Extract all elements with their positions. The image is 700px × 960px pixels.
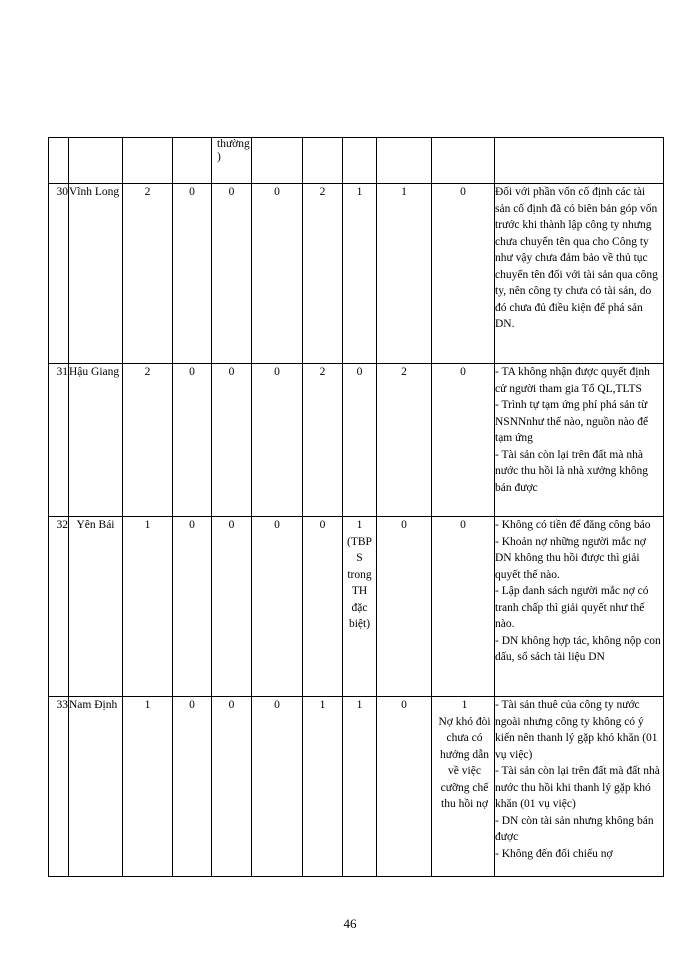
table-cell	[303, 138, 343, 184]
note-line: - Trình tự tạm ứng phí phá sản từ NSNNnhư thế nào, nguồn nào để tạm ứng	[495, 399, 649, 444]
value-cell	[343, 184, 377, 364]
value-cell: 1	[123, 697, 173, 877]
notes-cell	[495, 184, 664, 364]
row-number: 30	[49, 184, 69, 364]
value-cell: 0	[173, 184, 212, 364]
value-cell: 0	[212, 517, 252, 697]
table-cell	[432, 138, 495, 184]
value-cell: 2	[303, 364, 343, 517]
value-number: 1	[356, 186, 363, 198]
note-line: - Không có tiền để đăng công báo	[495, 519, 651, 531]
value-cell	[343, 517, 377, 697]
note-line: - Tài sản còn lại trên đất mà đất nhà nước thu hồi khi thanh lý gặp khó khăn (01 vụ việc)	[495, 765, 660, 810]
value-number: 0	[356, 366, 363, 378]
value-cell: 0	[173, 697, 212, 877]
value-cell: 0	[377, 517, 432, 697]
table-row	[49, 184, 664, 364]
province-name: Vĩnh Long	[69, 184, 123, 364]
value-cell: 0	[173, 364, 212, 517]
value-number: 0	[460, 366, 466, 378]
value-number: 1	[356, 519, 363, 531]
value-cell	[432, 364, 495, 517]
value-cell	[432, 697, 495, 877]
note-line: - Tài sản thuê của công ty nước ngoài nhưng công ty không có ý kiến nên thanh lý gặp khó khăn (01 vụ việc)	[495, 699, 658, 761]
value-cell: 2	[123, 184, 173, 364]
value-cell: 0	[252, 517, 303, 697]
table-header-row	[49, 138, 664, 184]
value-number: 0	[460, 186, 466, 198]
note-line: - DN không hợp tác, không nộp con dấu, sổ sách tài liệu DN	[495, 634, 661, 663]
notes-cell	[495, 364, 664, 517]
row-number: 32	[49, 517, 69, 697]
province-name: Hậu Giang	[69, 364, 123, 517]
note-line: - Lập danh sách người mắc nợ có tranh chấp thì giải quyết như thế nào.	[495, 585, 649, 630]
province-name: Yên Bái	[69, 517, 123, 697]
province-name: Nam Định	[69, 697, 123, 877]
table-cell	[343, 138, 377, 184]
table-cell	[123, 138, 173, 184]
value-cell: 0	[212, 364, 252, 517]
table-cell	[252, 138, 303, 184]
note-line: - DN còn tài sản nhưng không bán được	[495, 814, 654, 843]
value-cell: 0	[252, 184, 303, 364]
value-cell: 0	[252, 697, 303, 877]
value-cell: 0	[377, 697, 432, 877]
note-line: - Khoản nợ những người mắc nợ DN không thu hồi được thì giải quyết thế nào.	[495, 535, 646, 581]
table-row	[49, 364, 664, 517]
value-cell	[432, 517, 495, 697]
value-cell	[343, 364, 377, 517]
value-cell: 2	[123, 364, 173, 517]
row-number: 31	[49, 364, 69, 517]
table-cell	[377, 138, 432, 184]
value-annotation: Nợ khó đòi chưa có hướng dẫn về việc cưỡng chế thu hồi nợ	[438, 715, 491, 810]
table-cell	[173, 138, 212, 184]
table-row	[49, 697, 664, 877]
value-cell: 2	[377, 364, 432, 517]
value-annotation: (TBP S trong TH đặc biệt)	[347, 535, 372, 630]
notes-cell	[495, 697, 664, 877]
value-cell: 0	[212, 184, 252, 364]
note-line: - TA không nhận được quyết định cử người tham gia Tổ QL,TLTS	[495, 366, 650, 395]
value-number: 0	[460, 519, 466, 531]
value-cell: 0	[252, 364, 303, 517]
value-cell: 0	[212, 697, 252, 877]
value-cell: 1	[377, 184, 432, 364]
table-cell	[495, 138, 664, 184]
table-row	[49, 517, 664, 697]
table-cell: thường )	[212, 138, 252, 184]
note-line: chưa chuyển tên qua cho Công ty như vậy chưa đảm bảo về thủ tục chuyển tên đối với tài sản qua công ty, nên công ty chưa có tài sản, do đó chưa đủ điều kiện để phá sản DN.	[495, 235, 658, 330]
table-cell	[49, 138, 69, 184]
value-number: 1	[356, 699, 363, 711]
value-number: 1	[461, 699, 468, 711]
value-cell	[343, 697, 377, 877]
statistics-table	[48, 137, 664, 877]
value-cell: 0	[303, 517, 343, 697]
value-cell: 2	[303, 184, 343, 364]
value-cell	[432, 184, 495, 364]
value-cell: 0	[173, 517, 212, 697]
page-number: 46	[343, 916, 357, 931]
note-line: - Tài sản còn lại trên đất mà nhà nước thu hồi là nhà xưởng không bán được	[495, 448, 649, 494]
row-number: 33	[49, 697, 69, 877]
table-cell	[69, 138, 123, 184]
note-line: Đối với phần vốn cố định các tài sản cố định đã có biên bản góp vốn trước khi thành lập công ty nhưng	[495, 186, 658, 231]
value-cell: 1	[303, 697, 343, 877]
notes-cell	[495, 517, 664, 697]
note-line: - Không đến đối chiếu nợ	[495, 847, 613, 860]
value-cell: 1	[123, 517, 173, 697]
